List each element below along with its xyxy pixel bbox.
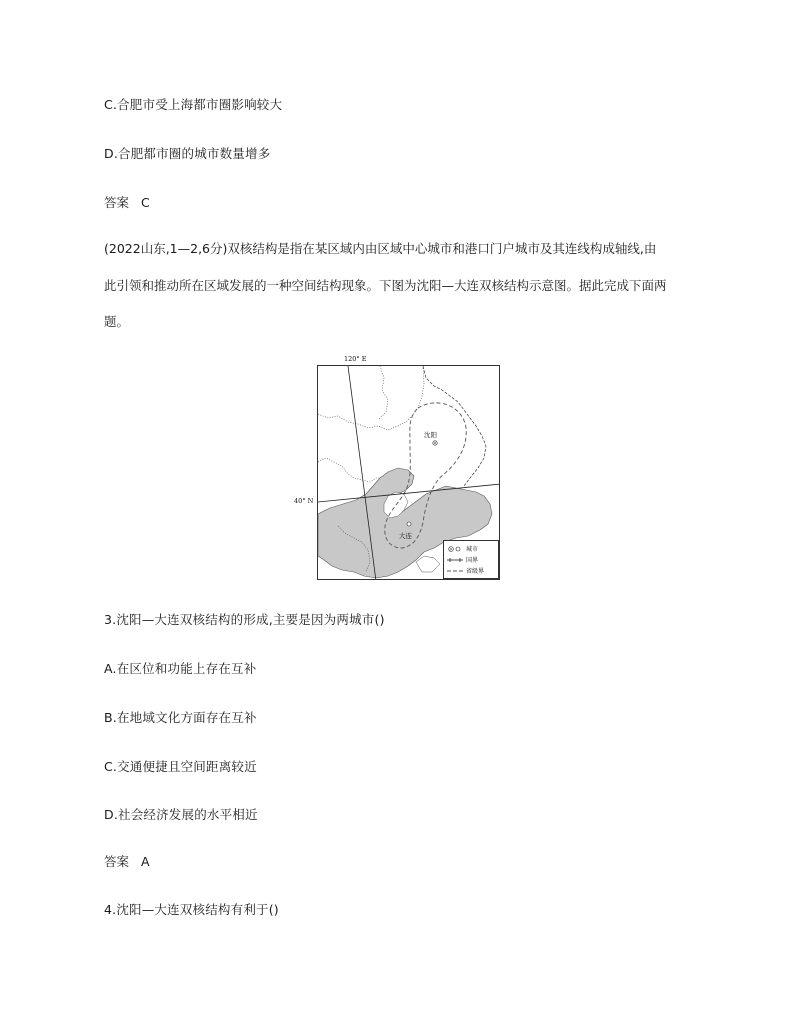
q3-option-d: D.社会经济发展的水平相近 xyxy=(104,807,258,822)
parallel-label: 40° N xyxy=(294,497,314,505)
prev-option-d: D.合肥都市圈的城市数量增多 xyxy=(104,146,271,161)
legend-provincial-border-label: 省级界 xyxy=(466,568,485,575)
shenyang-label: 沈阳 xyxy=(424,431,437,439)
national-border xyxy=(423,366,486,486)
prev-option-c: C.合肥市受上海都市圈影响较大 xyxy=(104,97,283,112)
answer-label: 答案 xyxy=(104,195,130,210)
q4-stem: 4.沈阳—大连双核结构有利于() xyxy=(104,902,279,917)
intro-line-3: 题。 xyxy=(104,314,130,329)
legend-national-border xyxy=(447,554,478,565)
legend-provincial-border xyxy=(447,565,484,576)
q3-stem: 3.沈阳—大连双核结构的形成,主要是因为两城市() xyxy=(104,612,385,627)
q3-answer xyxy=(104,852,150,870)
map-legend xyxy=(443,540,499,579)
legend-city xyxy=(447,543,478,554)
answer-value: C xyxy=(141,195,150,210)
q3-option-c: C.交通便捷且空间距离较近 xyxy=(104,759,257,774)
provincial-border-icon xyxy=(447,567,463,575)
legend-city-label: 城市 xyxy=(466,546,479,553)
q3-option-b: B.在地域文化方面存在互补 xyxy=(104,710,257,725)
answer-value: A xyxy=(141,854,150,869)
dalian-label: 大连 xyxy=(399,532,412,540)
intro-line-2: 此引领和推动所在区域发展的一种空间结构现象。下图为沈阳—大连双核结构示意图。据此完成下面两 xyxy=(104,277,667,293)
legend-national-border-label: 国界 xyxy=(466,557,479,564)
intro-line-1: (2022山东,1—2,6分)双核结构是指在某区域内由区域中心城市和港口门户城市及其连线构成轴线,由 xyxy=(104,241,657,256)
q3-option-a: A.在区位和功能上存在互补 xyxy=(104,661,257,676)
prev-answer xyxy=(104,193,150,211)
dalian-marker xyxy=(407,522,411,526)
material-intro xyxy=(104,231,704,341)
city-symbol-icon xyxy=(447,545,463,553)
answer-label: 答案 xyxy=(104,854,130,869)
national-border-icon xyxy=(447,556,463,564)
meridian-label: 120° E xyxy=(344,355,367,363)
